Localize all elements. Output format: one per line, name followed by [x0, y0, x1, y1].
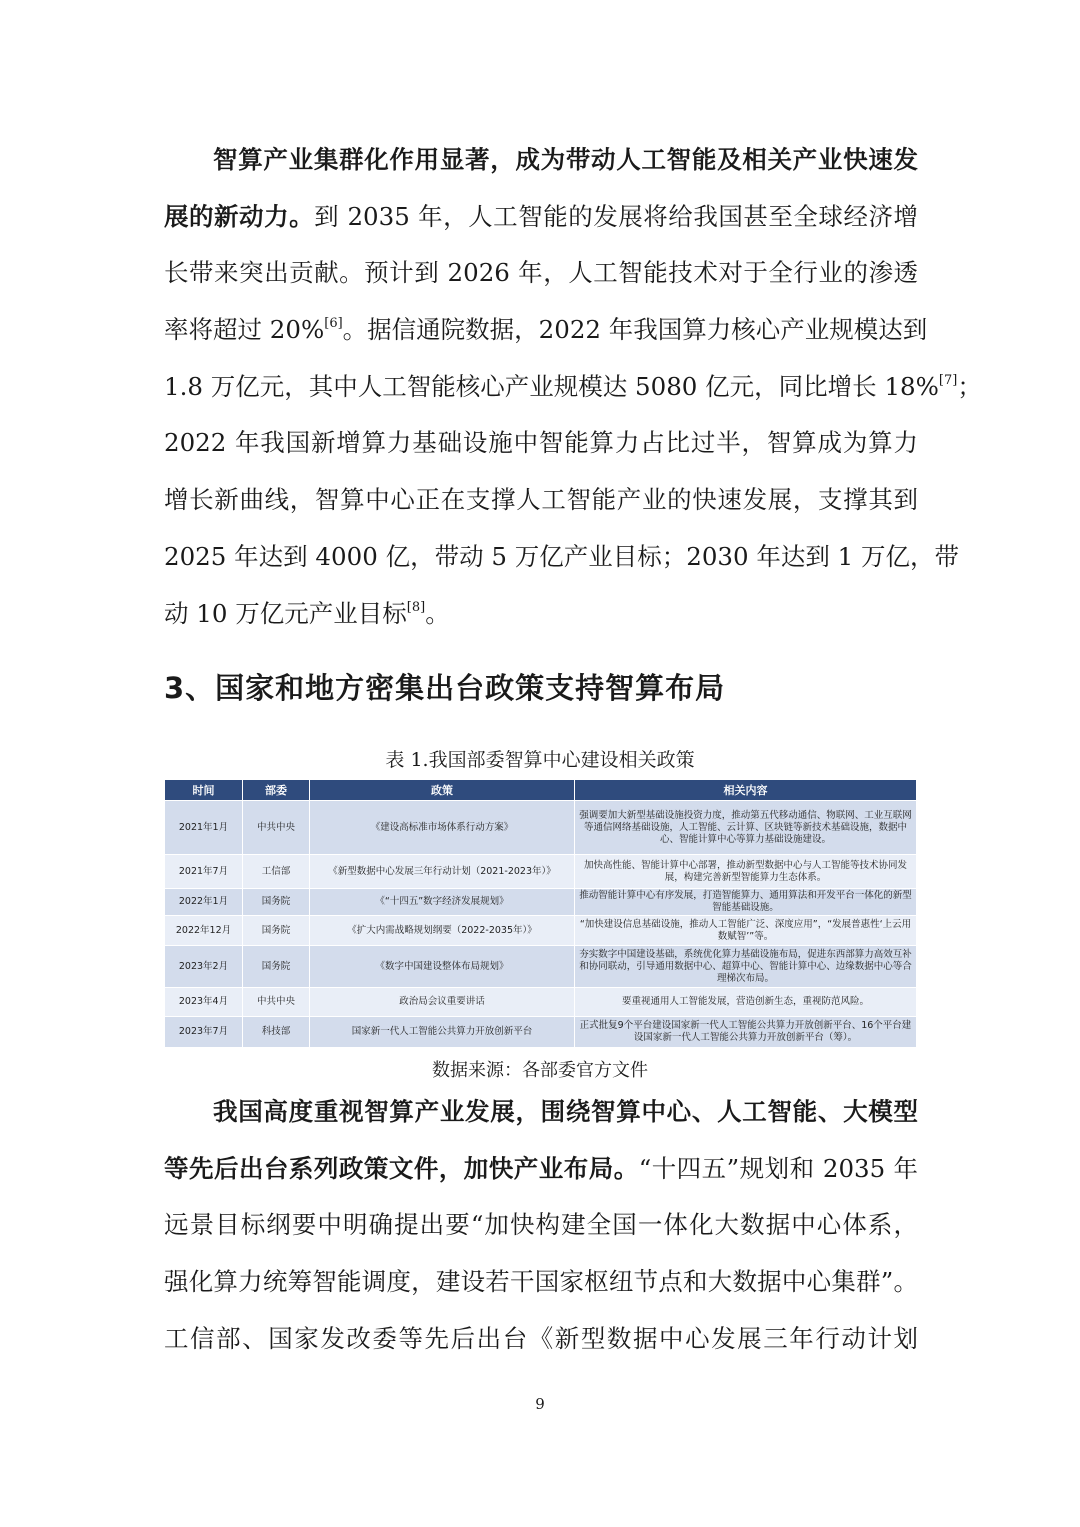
cell-time: 2022年12月: [165, 916, 243, 946]
table-row: [165, 801, 917, 855]
para2-line-3: 远景目标纲要中明确提出要“加快构建全国一体化大数据中心体系，: [164, 1210, 918, 1240]
cell-ministry: 国务院: [243, 916, 310, 946]
para2-bold-lead: 等先后出台系列政策文件，加快产业布局。: [164, 1153, 639, 1183]
page-number: 9: [535, 1395, 545, 1413]
cell-content: 要重视通用人工智能发展，营造创新生态，重视防范风险。: [575, 988, 917, 1017]
para1-line-9-b: 。: [425, 598, 450, 628]
paragraph-2: [164, 1084, 918, 1367]
para1-line-9-a: 动 10 万亿元产业目标: [164, 598, 407, 628]
para1-line-8: 2025 年达到 4000 亿，带动 5 万亿产业目标；2030 年达到 1 万亿，带: [164, 541, 960, 571]
citation-8: [8]: [406, 599, 426, 615]
cell-ministry: 中共中央: [243, 801, 310, 855]
data-source: 数据来源：各部委官方文件: [432, 1060, 648, 1081]
para1-line-6: 2022 年我国新增算力基础设施中智能算力占比过半，智算成为算力: [164, 428, 918, 458]
para2-line-2: [164, 1141, 918, 1198]
cell-time: 2023年4月: [165, 988, 243, 1017]
table-caption: 表 1.我国部委智算中心建设相关政策: [385, 749, 695, 771]
table-row: [165, 946, 917, 988]
table-row: [165, 889, 917, 916]
cell-ministry: 国务院: [243, 946, 310, 988]
cell-ministry: 中共中央: [243, 988, 310, 1017]
header-time: 时间: [165, 780, 243, 801]
para1-line-2-rest: 到 2035 年，人工智能的发展将给我国甚至全球经济增: [314, 201, 918, 231]
para2-line-1: 我国高度重视智算产业发展，围绕智算中心、人工智能、大模型: [213, 1097, 918, 1126]
section-heading: 3、国家和地方密集出台政策支持智算布局: [164, 671, 726, 705]
policy-table: [164, 779, 917, 1048]
para1-line-5: [164, 359, 982, 416]
header-policy: 政策: [310, 780, 575, 801]
cell-ministry: 国务院: [243, 889, 310, 916]
para2-line-5: 工信部、国家发改委等先后出台《新型数据中心发展三年行动计划: [164, 1323, 918, 1353]
cell-content: 夯实数字中国建设基础，系统优化算力基础设施布局，促进东西部算力高效互补和协同联动，引导通用数据中心、超算中心、智能计算中心、边缘数据中心等合理梯次布局。: [575, 946, 917, 988]
para2-line-2-rest: “十四五”规划和 2035 年: [638, 1153, 918, 1183]
cell-policy: 《扩大内需战略规划纲要（2022-2035年）》: [310, 916, 575, 946]
para1-line-4-a: 率将超过 20%: [164, 315, 325, 345]
table-row: [165, 988, 917, 1017]
cell-time: 2021年1月: [165, 801, 243, 855]
para1-bold-lead: 展的新动力。: [164, 201, 315, 231]
table-header-row: [165, 780, 917, 801]
para1-line-2: [164, 189, 918, 246]
cell-policy: 国家新一代人工智能公共算力开放创新平台: [310, 1017, 575, 1048]
para1-line-4: [164, 302, 928, 359]
table-row: [165, 916, 917, 946]
para1-line-3: 长带来突出贡献。预计到 2026 年，人工智能技术对于全行业的渗透: [164, 258, 918, 288]
table-row: [165, 855, 917, 889]
cell-content: “加快建设信息基础设施，推动人工智能广泛、深度应用”，“发展普惠性‘上云用数赋智’”等。: [575, 916, 917, 946]
para1-line-1: 智算产业集群化作用显著，成为带动人工智能及相关产业快速发: [213, 145, 918, 174]
cell-time: 2023年7月: [165, 1017, 243, 1048]
header-ministry: 部委: [243, 780, 310, 801]
cell-ministry: 工信部: [243, 855, 310, 889]
cell-policy: 《“十四五”数字经济发展规划》: [310, 889, 575, 916]
cell-content: 推动智能计算中心有序发展，打造智能算力、通用算法和开发平台一体化的新型智能基础设施。: [575, 889, 917, 916]
header-content: 相关内容: [575, 780, 917, 801]
para1-line-5-a: 1.8 万亿元，其中人工智能核心产业规模达 5080 亿元，同比增长 18%: [164, 371, 939, 401]
cell-policy: 《建设高标准市场体系行动方案》: [310, 801, 575, 855]
para1-line-9: [164, 586, 918, 643]
para1-line-4-b: 。据信通院数据，2022 年我国算力核心产业规模达到: [342, 315, 928, 345]
cell-policy: 《数字中国建设整体布局规划》: [310, 946, 575, 988]
cell-content: 强调要加大新型基础设施投资力度，推动第五代移动通信、物联网、工业互联网等通信网络基础设施，人工智能、云计算、区块链等新技术基础设施，数据中心、智能计算中心等算力基础设施建设。: [575, 801, 917, 855]
para1-line-7: 增长新曲线，智算中心正在支撑人工智能产业的快速发展，支撑其到: [164, 485, 918, 515]
para1-line-5-b: ；: [957, 371, 982, 401]
cell-time: 2021年7月: [165, 855, 243, 889]
para2-line-4: 强化算力统筹智能调度，建设若干国家枢纽节点和大数据中心集群”。: [164, 1267, 918, 1297]
cell-ministry: 科技部: [243, 1017, 310, 1048]
cell-time: 2023年2月: [165, 946, 243, 988]
cell-time: 2022年1月: [165, 889, 243, 916]
cell-policy: 《新型数据中心发展三年行动计划（2021-2023年）》: [310, 855, 575, 889]
table-row: [165, 1017, 917, 1048]
cell-policy: 政治局会议重要讲话: [310, 988, 575, 1017]
cell-content: 加快高性能、智能计算中心部署，推动新型数据中心与人工智能等技术协同发展，构建完善新型智能算力生态体系。: [575, 855, 917, 889]
citation-6: [6]: [324, 316, 343, 332]
citation-7: [7]: [938, 372, 958, 388]
paragraph-1: [164, 132, 982, 642]
cell-content: 正式批复9个平台建设国家新一代人工智能公共算力开放创新平台、16个平台建设国家新一代人工智能公共算力开放创新平台（筹）。: [575, 1017, 917, 1048]
